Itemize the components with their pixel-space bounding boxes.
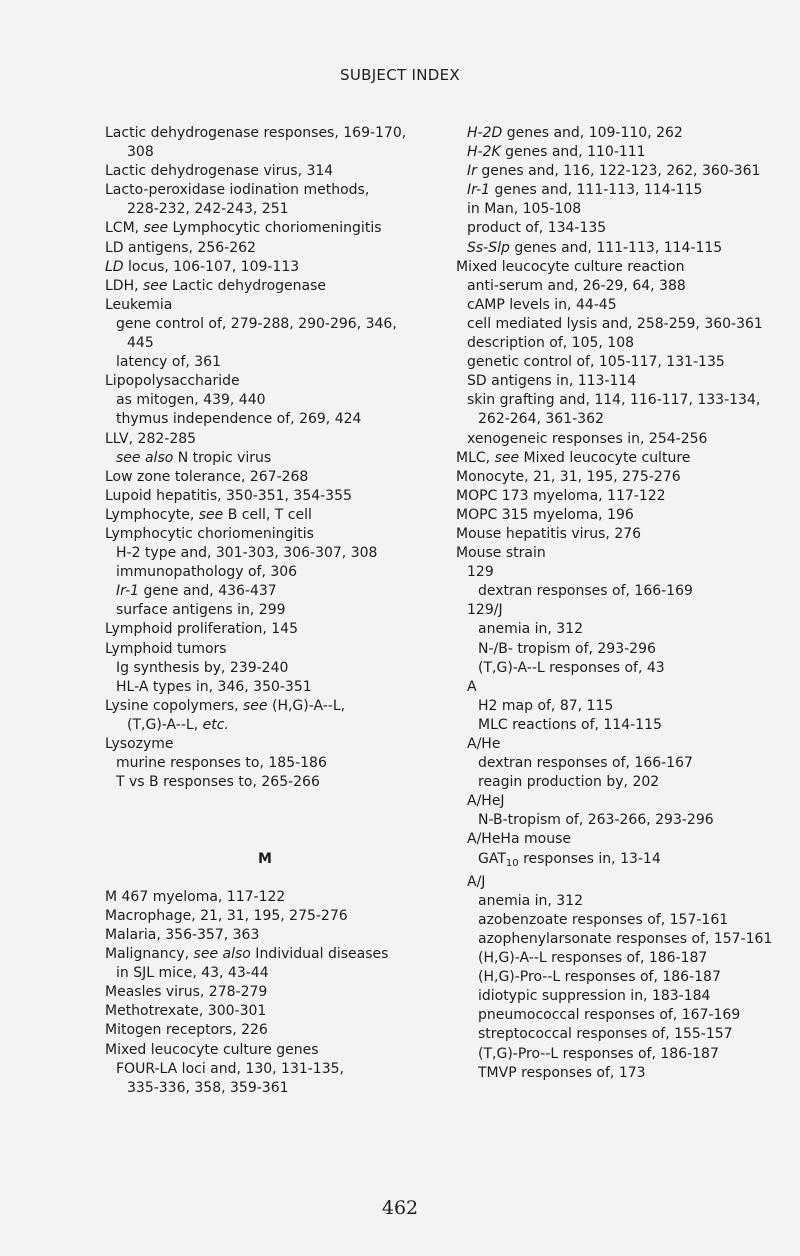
index-entry: Lactic dehydrogenase responses, 169-170, xyxy=(105,125,407,141)
index-subentry: HL-A types in, 346, 350-351 xyxy=(116,678,312,695)
index-entry: LD antigens, 256-262 xyxy=(105,239,256,256)
index-subentry: A xyxy=(467,678,477,695)
index-subentry: genetic control of, 105-117, 131-135 xyxy=(467,354,725,371)
section-spacer xyxy=(105,869,435,888)
index-subentry: azophenylarsonate responses of, 157-161 xyxy=(478,930,773,947)
index-subentry: N-B-tropism of, 263-266, 293-296 xyxy=(478,812,714,829)
index-entry: Mixed leucocyte culture genes xyxy=(105,1041,319,1058)
index-subentry: H-2D genes and, 109-110, 262 xyxy=(467,125,683,141)
index-entry: LLV, 282-285 xyxy=(105,430,197,447)
section-letter: M xyxy=(258,850,272,867)
index-subentry: anemia in, 312 xyxy=(478,621,584,638)
index-entry: Leukemia xyxy=(105,296,173,313)
index-subentry: in Man, 105-108 xyxy=(467,201,582,218)
page-header: SUBJECT INDEX xyxy=(340,66,460,84)
index-subentry: H-2K genes and, 110-111 xyxy=(467,144,646,161)
index-entry: M 467 myeloma, 117-122 xyxy=(105,888,286,905)
index-subentry: in SJL mice, 43, 43-44 xyxy=(116,965,269,982)
index-entry: Mouse strain xyxy=(456,545,546,562)
index-subentry: anemia in, 312 xyxy=(478,892,584,909)
index-entry: Malignancy, see also Individual diseases xyxy=(105,946,389,963)
index-entry: Mixed leucocyte culture reaction xyxy=(456,258,685,275)
index-entry: LCM, see Lymphocytic choriomeningitis xyxy=(105,220,382,237)
index-subentry: Ig synthesis by, 239-240 xyxy=(116,659,289,676)
index-subentry: dextran responses of, 166-167 xyxy=(478,755,693,772)
index-subentry: (T,G)-A--L responses of, 43 xyxy=(478,659,665,676)
index-subentry: murine responses to, 185-186 xyxy=(116,755,327,772)
index-entry: Lymphocytic choriomeningitis xyxy=(105,525,314,542)
index-entry: Lymphoid proliferation, 145 xyxy=(105,621,298,638)
index-subentry: A/HeHa mouse xyxy=(467,831,571,848)
index-entry: Monocyte, 21, 31, 195, 275-276 xyxy=(456,468,681,485)
index-subentry: as mitogen, 439, 440 xyxy=(116,392,266,409)
section-spacer xyxy=(105,792,435,849)
index-entry: Measles virus, 278-279 xyxy=(105,984,268,1001)
index-entry: Lysozyme xyxy=(105,736,174,752)
index-subentry: latency of, 361 xyxy=(116,354,221,371)
index-subentry: 129 xyxy=(467,564,494,581)
index-subentry: (T,G)-A--L, etc. xyxy=(127,716,229,733)
index-subentry: cAMP levels in, 44-45 xyxy=(467,296,617,313)
index-entry: Lipopolysaccharide xyxy=(105,373,240,390)
index-subentry: anti-serum and, 26-29, 64, 388 xyxy=(467,277,686,294)
index-subentry: product of, 134-135 xyxy=(467,220,607,237)
index-entry: Lysine copolymers, see (H,G)-A--L, xyxy=(105,697,346,714)
index-subentry: 228-232, 242-243, 251 xyxy=(127,201,289,218)
index-subentry: reagin production by, 202 xyxy=(478,774,660,791)
index-entry: Lymphocyte, see B cell, T cell xyxy=(105,506,312,523)
index-subentry: surface antigens in, 299 xyxy=(116,602,286,619)
index-subentry: A/HeJ xyxy=(467,793,505,810)
index-entry: MLC, see Mixed leucocyte culture xyxy=(456,449,691,466)
index-subentry: 262-264, 361-362 xyxy=(478,411,604,428)
index-subentry: description of, 105, 108 xyxy=(467,335,635,352)
index-subentry: 445 xyxy=(127,335,154,352)
index-subentry: Ir genes and, 116, 122-123, 262, 360-361 xyxy=(467,163,761,180)
index-subentry: 308 xyxy=(127,144,154,161)
index-subentry: TMVP responses of, 173 xyxy=(478,1064,646,1081)
index-subentry: H-2 type and, 301-303, 306-307, 308 xyxy=(116,545,378,562)
index-subentry: streptococcal responses of, 155-157 xyxy=(478,1026,733,1043)
index-entry: Methotrexate, 300-301 xyxy=(105,1003,267,1020)
index-column-right xyxy=(456,124,800,1083)
index-entry: Macrophage, 21, 31, 195, 275-276 xyxy=(105,907,348,924)
index-entry: MOPC 173 myeloma, 117-122 xyxy=(456,487,666,504)
index-subentry: gene control of, 279-288, 290-296, 346, xyxy=(116,315,397,332)
index-subentry: FOUR-LA loci and, 130, 131-135, xyxy=(116,1060,344,1077)
index-entry: Mitogen receptors, 226 xyxy=(105,1022,268,1039)
index-subentry: see also N tropic virus xyxy=(116,449,272,466)
index-subentry: MLC reactions of, 114-115 xyxy=(478,716,662,733)
index-subentry: xenogeneic responses in, 254-256 xyxy=(467,430,708,447)
index-subentry: T vs B responses to, 265-266 xyxy=(116,774,320,791)
index-subentry: 129/J xyxy=(467,602,503,619)
index-entry: Lupoid hepatitis, 350-351, 354-355 xyxy=(105,487,352,504)
index-entry: Low zone tolerance, 267-268 xyxy=(105,468,309,485)
index-subentry: dextran responses of, 166-169 xyxy=(478,583,693,600)
page-number: 462 xyxy=(381,1197,419,1219)
index-subentry: cell mediated lysis and, 258-259, 360-361 xyxy=(467,315,763,332)
index-subentry: Ir-1 gene and, 436-437 xyxy=(116,583,277,600)
index-subentry: Ss-Slp genes and, 111-113, 114-115 xyxy=(467,239,723,256)
index-subentry: idiotypic suppression in, 183-184 xyxy=(478,988,711,1005)
index-subentry: A/J xyxy=(467,873,486,890)
index-subentry: A/He xyxy=(467,736,501,752)
index-subentry: 335-336, 358, 359-361 xyxy=(127,1079,289,1096)
index-subentry: N-/B- tropism of, 293-296 xyxy=(478,640,656,657)
index-entry: Mouse hepatitis virus, 276 xyxy=(456,525,642,542)
index-subentry: Ir-1 genes and, 111-113, 114-115 xyxy=(467,182,703,199)
index-subentry: azobenzoate responses of, 157-161 xyxy=(478,911,729,928)
index-column-left xyxy=(105,124,435,1098)
index-entry: Lymphoid tumors xyxy=(105,640,227,657)
index-subentry: (H,G)-Pro--L responses of, 186-187 xyxy=(478,969,721,986)
index-entry: MOPC 315 myeloma, 196 xyxy=(456,506,634,523)
index-entry: Malaria, 356-357, 363 xyxy=(105,926,260,943)
index-entry: Lactic dehydrogenase virus, 314 xyxy=(105,163,334,180)
index-subentry: skin grafting and, 114, 116-117, 133-134, xyxy=(467,392,761,409)
index-subentry: H2 map of, 87, 115 xyxy=(478,697,614,714)
index-subentry: (H,G)-A--L responses of, 186-187 xyxy=(478,950,708,967)
index-subentry: thymus independence of, 269, 424 xyxy=(116,411,362,428)
index-entry: LD locus, 106-107, 109-113 xyxy=(105,258,300,275)
index-entry: Lacto-peroxidase iodination methods, xyxy=(105,182,370,199)
index-entry: LDH, see Lactic dehydrogenase xyxy=(105,277,327,294)
index-subentry: $GAT_{10}$ responses in, 13-14 xyxy=(478,850,661,869)
index-subentry: (T,G)-Pro--L responses of, 186-187 xyxy=(478,1045,719,1062)
index-subentry: SD antigens in, 113-114 xyxy=(467,373,637,390)
index-subentry: immunopathology of, 306 xyxy=(116,564,298,581)
index-subentry: pneumococcal responses of, 167-169 xyxy=(478,1007,741,1024)
